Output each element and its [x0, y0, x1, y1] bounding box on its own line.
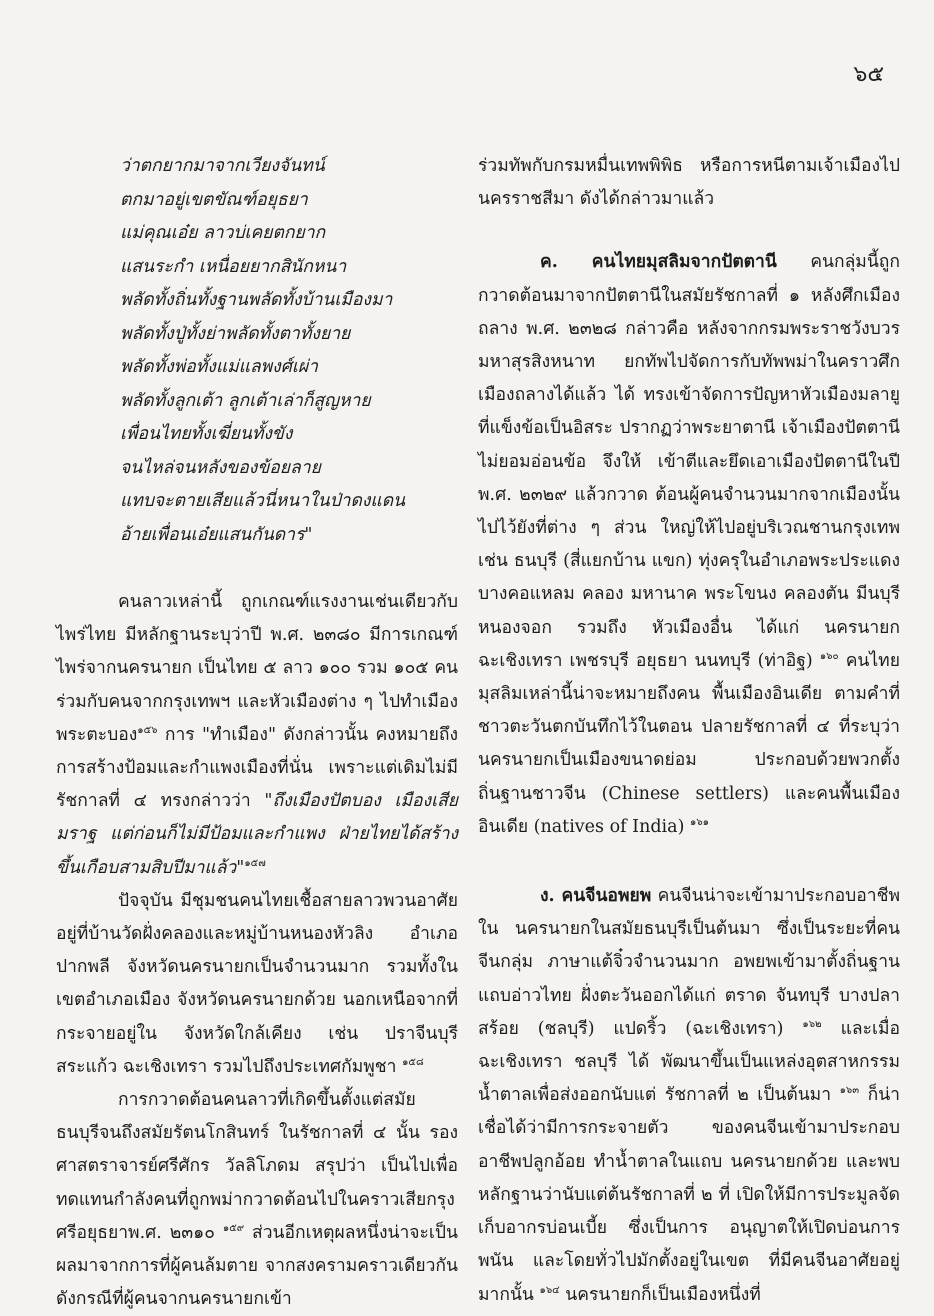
paragraph [56, 885, 458, 1084]
paragraph-text: การ "ทำเมือง" ดังกล่าวนั้น คงหมายถึงการสร้างป้อมและกำแพงเมืองที่นั่น เพราะแต่เดิมไม่มี รัชกาลที่ ๔ ทรงกล่าวว่า [56, 724, 458, 812]
quotation: "ถึงเมืองปัตบอง เมืองเสียมราฐ แต่ก่อนก็ไม่มีป้อมและกำแพง ฝ่ายไทยได้สร้างขึ้นเกือบสามสิบปีมาแล้ว" [56, 791, 459, 878]
paragraph-text: คนกลุ่มนี้ถูกกวาดต้อนมาจากปัตตานีในสมัยรัชกาลที่ ๑ หลังศึกเมืองถลาง พ.ศ. ๒๓๒๘ กล่าวคือ หลังจากกรมพระราชวังบวรมหาสุรสิงหนาท ยกทัพไปจัดการกับทัพพม่าในคราวศึกเมืองถลางได้แล้ว ได้ ทรงเข้าจัดการปัญหาหัวเมืองมลายูที่แข็งข้อเป็นอิสระ ปรากฏว่าพระยาตานี เจ้าเมืองปัตตานีไม่ยอมอ่อนข้อ จึงให้ เข้าตีและยึดเอาเมืองปัตตานีในปี พ.ศ. ๒๓๒๙ แล้วกวาด ต้อนผู้คนจำนวนมากจากเมืองนั้นไปไว้ยังที่ต่าง ๆ ส่วน ใหญ่ให้ไปอยู่บริเวณชานกรุงเทพ เช่น ธนบุรี (สี่แยกบ้าน แขก) ทุ่งครุในอำเภอพระประแดง บางคอแหลม คลอง มหานาค พระโขนง คลองตัน มีนบุรี หนองจอก รวมถึง หัวเมืองอื่น ได้แก่ นครนายก ฉะเชิงเทรา เพชรบุรี อยุธยา นนทบุรี (ท่าอิฐ) [478, 252, 900, 671]
poem-line: ว่าตกยากมาจากเวียงจันทน์ [120, 156, 325, 176]
paragraph [56, 586, 458, 885]
poem-line: อ้ายเพื่อนเอ๋ยแสนกันดาร" [120, 524, 313, 545]
paragraph-text: การกวาดต้อนคนลาวที่เกิดขึ้นตั้งแต่สมัยธนบุรีจนถึงสมัยรัตนโกสินทร์ ในรัชกาลที่ ๔ นั้น รองศาสตราจารย์ศรีศักร วัลลิโภดม สรุปว่า เป็นไปเพื่อทดแทนกำลังคนที่ถูกพม่ากวาดต้อนไปในคราวเสียกรุงศรีอยุธยาพ.ศ. ๒๓๑๐ [56, 1090, 458, 1243]
footnote-ref: ๑๖๒ [802, 1019, 822, 1031]
right-column [478, 150, 900, 1312]
paragraph-text: และเมื่อฉะเชิงเทรา ชลบุรี ได้ พัฒนาขึ้นเป็นแหล่งอุตสาหกรรมน้ำตาลเพื่อส่งออกนับแต่ รัชกาลที่ ๒ เป็นต้นมา [478, 1018, 900, 1106]
paragraph: ร่วมทัพกับกรมหมื่นเทพพิพิธ หรือการหนีตามเจ้าเมืองไป นครราชสีมา ดังได้กล่าวมาแล้ว [478, 156, 900, 210]
poem-line: พลัดทั้งถิ่นทั้งฐานพลัดทั้งบ้านเมืองมา [120, 290, 393, 310]
paragraph-text: นครนายกก็เป็นเมืองหนึ่งที่ [559, 1284, 761, 1305]
paragraph-text: ก็น่าเชื่อได้ว่ามีการกระจายตัว ของคนจีนเข้ามาประกอบอาชีพปลูกอ้อย ทำน้ำตาลในแถบ นครนายกด้วย และพบหลักฐานว่านับแต่ต้นรัชกาลที่ ๒ ที่ เปิดให้มีการประมูลจัดเก็บอากรบ่อนเบี้ย ซึ่งเป็นการ อนุญาตให้เปิดบ่อนการพนัน และโดยทั่วไปมักตั้งอยู่ในเขต ที่มีคนจีนอาศัยอยู่มากนั้น [478, 1085, 900, 1305]
left-column [56, 150, 458, 1316]
poem-line: ตกมาอยู่เขตขัณฑ์อยุธยา [120, 189, 308, 210]
paragraph [56, 1084, 458, 1316]
poem-line: จนไหล่จนหลังของข้อยลาย [120, 457, 321, 478]
paragraph-text: คนลาวเหล่านี้ ถูกเกณฑ์แรงงานเช่นเดียวกับไพร่ไทย มีหลักฐานระบุว่าปี พ.ศ. ๒๓๘๐ มีการเกณฑ์ไพร่จากนครนายก เป็นไทย ๕ ลาว ๑๐๐ รวม ๑๐๕ คน ร่วมกับคนจากกรุงเทพฯ และหัวเมืองต่าง ๆ ไปทำเมืองพระตะบอง [56, 592, 458, 745]
poem-line: แม่คุณเอ๋ย ลาวบ่เคยตกยาก [120, 223, 326, 243]
page-number: ๖๕ [853, 62, 884, 87]
paragraph [478, 880, 900, 1312]
poem-line: พลัดทั้งลูกเต้า ลูกเต้าเล่าก็สูญหาย [120, 390, 371, 411]
paragraph-text: คนไทยมุสลิมเหล่านี้น่าจะหมายถึงคน พื้นเมืองอินเดีย ตามคำที่ชาวตะวันตกบันทึกไว้ในตอน ปลายรัชกาลที่ ๔ ที่ระบุว่านครนายกเป็นเมืองขนาดย่อม ประกอบด้วยพวกตั้งถิ่นฐานชาวจีน (Chinese settlers) และคนพื้นเมืองอินเดีย (natives of India) [478, 650, 900, 837]
section-heading: ง. คนจีนอพยพ [540, 886, 652, 907]
poem-line: พลัดทั้งพ่อทั้งแม่แลพงศ์เผ่า [120, 357, 318, 377]
paragraph-text: ปัจจุบัน มีชุมชนคนไทยเชื้อสายลาวพวนอาศัยอยู่ที่บ้านวัดฝั่งคลองและหมู่บ้านหนองหัวลิง อำเภอปากพลี จังหวัดนครนายกเป็นจำนวนมาก รวมทั้งในเขตอำเภอเมือง จังหวัดนครนายกด้วย นอกเหนือจากที่กระจายอยู่ใน จังหวัดใกล้เคียง เช่น ปราจีนบุรี สระแก้ว ฉะเชิงเทรา รวมไปถึงประเทศกัมพูชา [56, 890, 458, 1077]
paragraph-text: ส่วนอีกเหตุผลหนึ่งน่าจะเป็นผลมาจากการที่ผู้คนล้มตาย จากสงครามคราวเดียวกัน ดังกรณีที่ผู้คนจากนครนายกเข้า [56, 1222, 458, 1310]
footnote-ref: ๑๕๗ [244, 857, 266, 869]
footnote-ref: ๑๖๐ [819, 651, 839, 663]
poem-line: แสนระกำ เหนื่อยยากสินักหนา [120, 256, 347, 277]
footnote-ref: ๑๖๓ [839, 1085, 860, 1097]
paragraph-text: คนจีนน่าจะเข้ามาประกอบอาชีพใน นครนายกในสมัยธนบุรีเป็นต้นมา ซึ่งเป็นระยะที่คนจีนกลุ่ม ภาษาแต้จิ๋วจำนวนมาก อพยพเข้ามาตั้งถิ่นฐานแถบอ่าวไทย ฝั่งตะวันออกได้แก่ ตราด จันทบุรี บางปลาสร้อย (ชลบุรี) แปดริ้ว (ฉะเชิงเทรา) [478, 886, 900, 1039]
paragraph [478, 246, 900, 844]
poem-line: พลัดทั้งปู่ทั้งย่าพลัดทั้งตาทั้งยาย [120, 323, 351, 344]
footnote-ref: ๑๕๖ [137, 724, 158, 736]
footnote-ref: ๑๕๘ [402, 1057, 424, 1069]
poem [120, 150, 458, 552]
footnote-ref: ๑๖๑ [689, 817, 710, 829]
poem-line: เพื่อนไทยทั้งเฆี่ยนทั้งขัง [120, 424, 293, 444]
section-heading: ค. คนไทยมุสลิมจากปัตตานี [540, 252, 777, 273]
footnote-ref: ๑๕๙ [222, 1223, 245, 1235]
poem-line: แทบจะตายเสียแล้วนี่หนาในป่าดงแดน [120, 491, 406, 511]
footnote-ref: ๑๖๔ [539, 1284, 560, 1296]
